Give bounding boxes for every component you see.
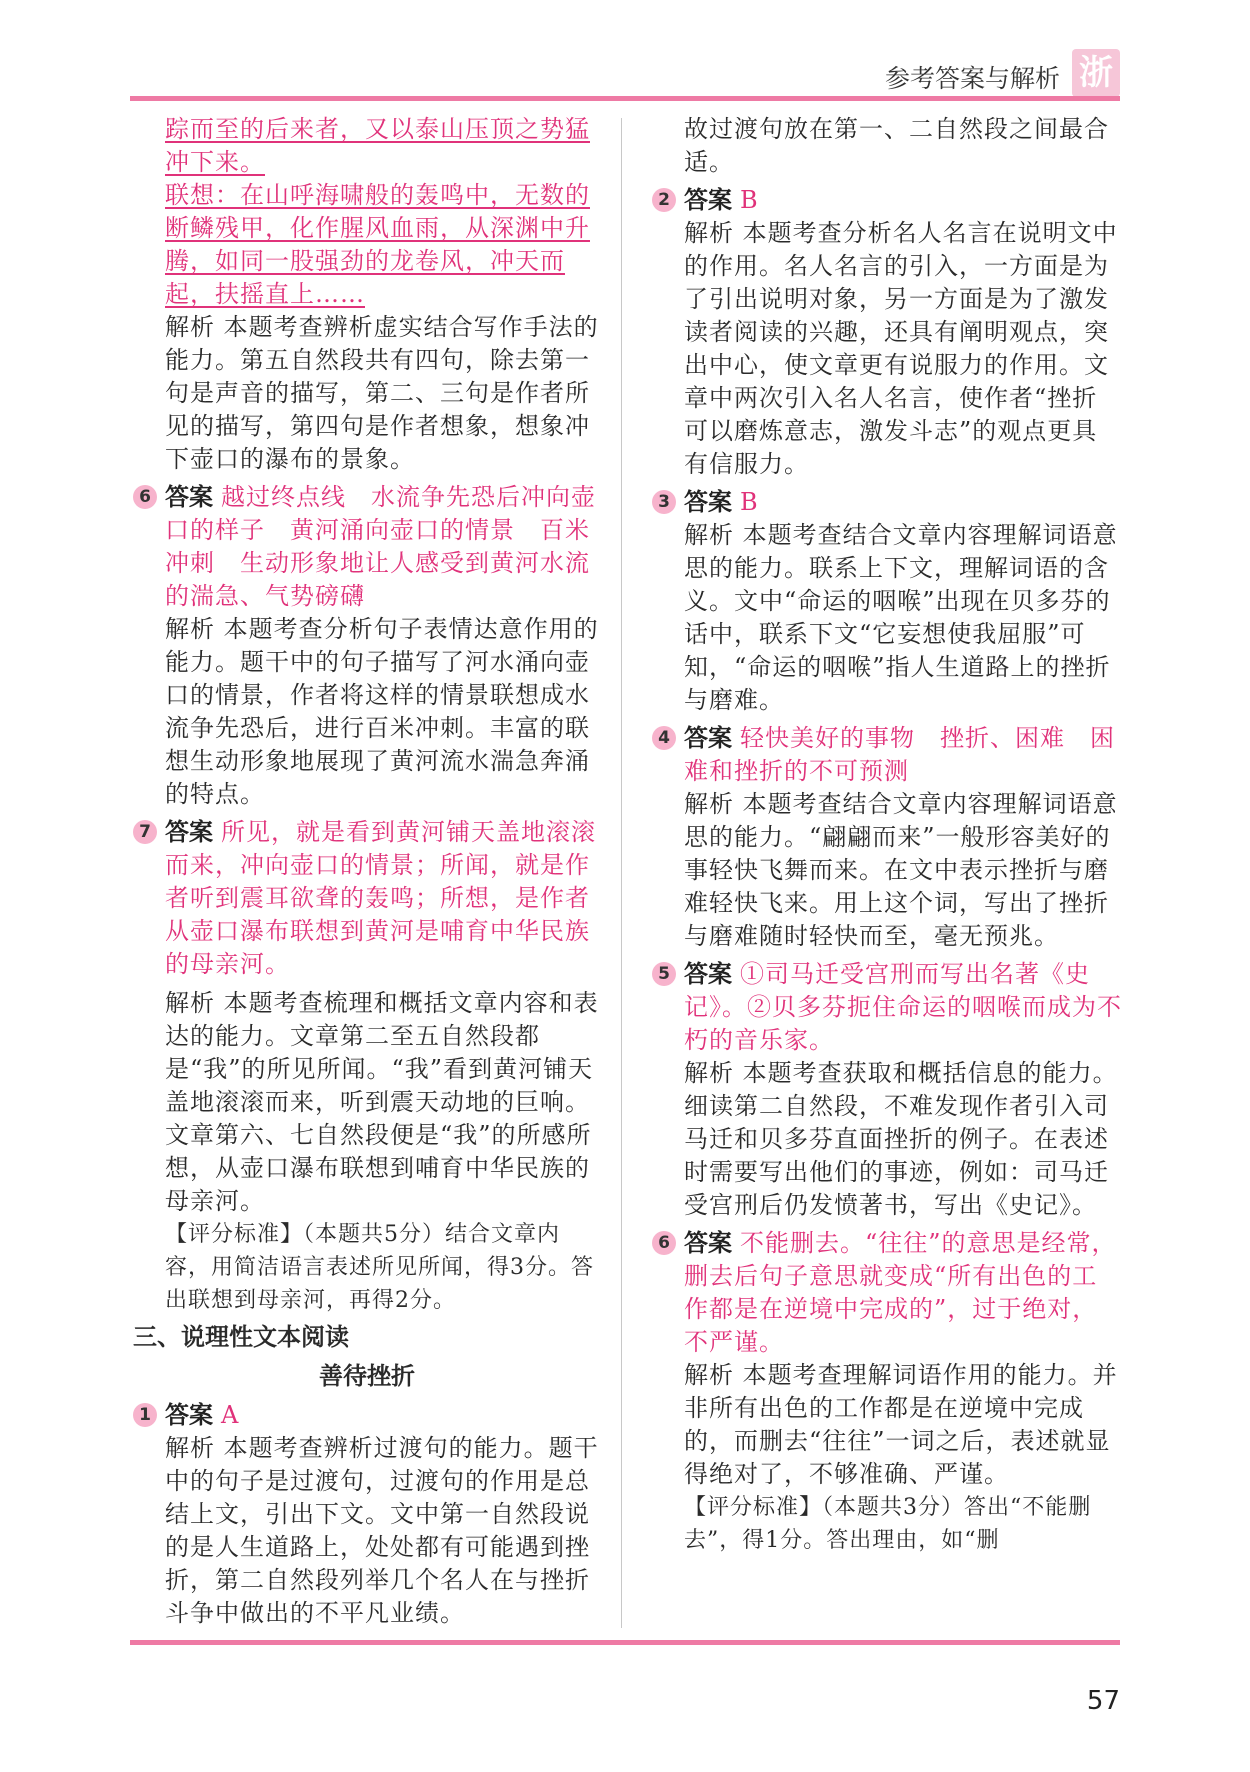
item-number: 1 [133,1403,157,1427]
continued-answer: 踪而至的后来者，又以泰山压顶之势猛冲下来。 [165,115,590,176]
item-number: 3 [652,490,676,514]
right-column [652,113,1122,1557]
footer-rule [130,1640,1120,1645]
analysis-text: 解析 本题考查梳理和概括文章内容和表达的能力。文章第二至五自然段都是“我”的所见所闻。“我”看到黄河铺天盖地滚滚而来，听到震天动地的巨响。文章第六、七自然段便是“我”的所感所想，从壶口瀑布联想到哺育中华民族的母亲河。 [165,989,599,1215]
header-title: 参考答案与解析 [884,64,1060,93]
scoring-criteria: 【评分标准】（本题共3分）答出“不能删去”，得1分。答出理由，如“删 [684,1495,1092,1553]
continued-analysis: 解析 本题考查辨析虚实结合写作手法的能力。第五自然段共有四句，除去第一句是声音的描写，第二、三句是作者所见的描写，第四句是作者想象，想象冲下壶口的瀑布的景象。 [165,313,599,473]
continued-answer-association: 联想：在山呼海啸般的轰鸣中，无数的断鳞残甲，化作腥风血雨，从深渊中升腾，如同一股强劲的龙卷风，冲天而起，扶摇直上…… [165,181,590,308]
section-heading: 三、说理性文本阅读 [133,1323,349,1351]
scoring-criteria: 【评分标准】（本题共5分）结合文章内容，用简洁语言表述所见所闻，得3分。答出联想到母亲河，再得2分。 [165,1222,594,1313]
answer-item-4 [652,722,1122,953]
answer-item-6 [133,481,601,811]
province-badge: 浙 [1072,49,1120,97]
header-rule [130,96,1120,101]
item-number: 4 [652,726,676,750]
analysis-text: 解析 本题考查辨析过渡句的能力。题干中的句子是过渡句，过渡句的作用是总结上文，引出下文。文中第一自然段说的是人生道路上，处处都有可能遇到挫折，第二自然段列举几个名人在与挫折斗争中做出的不平凡业绩。 [165,1434,599,1627]
answer-item-2 [652,184,1122,481]
answer-label: 答案 [684,186,732,214]
answer-text: B [740,488,759,516]
analysis-text: 解析 本题考查分析句子表情达意作用的能力。题干中的句子描写了河水涌向壶口的情景，作者将这样的情景联想成水流争先恐后，进行百米冲刺。丰富的联想生动形象地展现了黄河流水湍急奔涌的特点。 [165,615,599,808]
answer-item-7 [133,816,601,1317]
answer-text: 越过终点线 水流争先恐后冲向壶口的样子 黄河涌向壶口的情景 百米冲刺 生动形象地让人感受到黄河水流的湍急、气势磅礴 [165,483,596,610]
answer-label: 答案 [165,483,213,511]
answer-label: 答案 [165,1401,213,1429]
analysis-text: 解析 本题考查分析名人名言在说明文中的作用。名人名言的引入，一方面是为了引出说明对象，另一方面是为了激发读者阅读的兴趣，还具有阐明观点，突出中心，使文章更有说服力的作用。文章中两次引入名人名言，使作者“挫折可以磨炼意志，激发斗志”的观点更具有信服力。 [684,219,1118,478]
essay-title: 善待挫折 [319,1362,415,1390]
answer-text: B [740,186,759,214]
answer-text: 所见，就是看到黄河铺天盖地滚滚而来，冲向壶口的情景；所闻，就是作者听到震耳欲聋的轰鸣；所想，是作者从壶口瀑布联想到黄河是哺育中华民族的母亲河。 [165,818,596,978]
answer-item-6 [652,1227,1122,1557]
analysis-text: 解析 本题考查结合文章内容理解词语意思的能力。联系上下文，理解词语的含义。文中“命运的咽喉”出现在贝多芬的话中，联系下文“它妄想使我屈服”可知，“命运的咽喉”指人生道路上的挫折与磨难。 [684,521,1118,714]
answer-item-3 [652,486,1122,717]
column-divider [621,118,622,1628]
page-header [130,55,1120,95]
item-number: 5 [652,962,676,986]
answer-label: 答案 [684,724,732,752]
item-number: 6 [133,485,157,509]
left-column [133,113,601,1630]
item-number: 7 [133,820,157,844]
answer-item-5 [652,958,1122,1222]
answer-text: A [221,1401,240,1429]
answer-label: 答案 [684,960,732,988]
analysis-text: 解析 本题考查结合文章内容理解词语意思的能力。“翩翩而来”一般形容美好的事轻快飞舞而来。在文中表示挫折与磨难轻快飞来。用上这个词，写出了挫折与磨难随时轻快而至，毫无预兆。 [684,790,1118,950]
analysis-text: 解析 本题考查获取和概括信息的能力。细读第二自然段，不难发现作者引入司马迁和贝多芬直面挫折的例子。在表述时需要写出他们的事迹，例如：司马迁受宫刑后仍发愤著书，写出《史记》。 [684,1059,1118,1219]
answer-label: 答案 [165,818,213,846]
page-number: 57 [1086,1686,1120,1716]
item-number: 2 [652,188,676,212]
answer-text: 不能删去。“往往”的意思是经常，删去后句子意思就变成“所有出色的工作都是在逆境中完成的”，过于绝对，不严谨。 [684,1229,1117,1356]
answer-text: 轻快美好的事物 挫折、困难 困难和挫折的不可预测 [684,724,1115,785]
item-number: 6 [652,1231,676,1255]
answer-text: ①司马迁受宫刑而写出名著《史记》。②贝多芬扼住命运的咽喉而成为不朽的音乐家。 [684,960,1122,1054]
answer-item-1 [133,1399,601,1630]
answer-label: 答案 [684,488,732,516]
answer-label: 答案 [684,1229,732,1257]
continued-analysis: 故过渡句放在第一、二自然段之间最合适。 [684,115,1109,176]
analysis-text: 解析 本题考查理解词语作用的能力。并非所有出色的工作都是在逆境中完成的，而删去“往往”一词之后，表述就显得绝对了，不够准确、严谨。 [684,1361,1118,1488]
